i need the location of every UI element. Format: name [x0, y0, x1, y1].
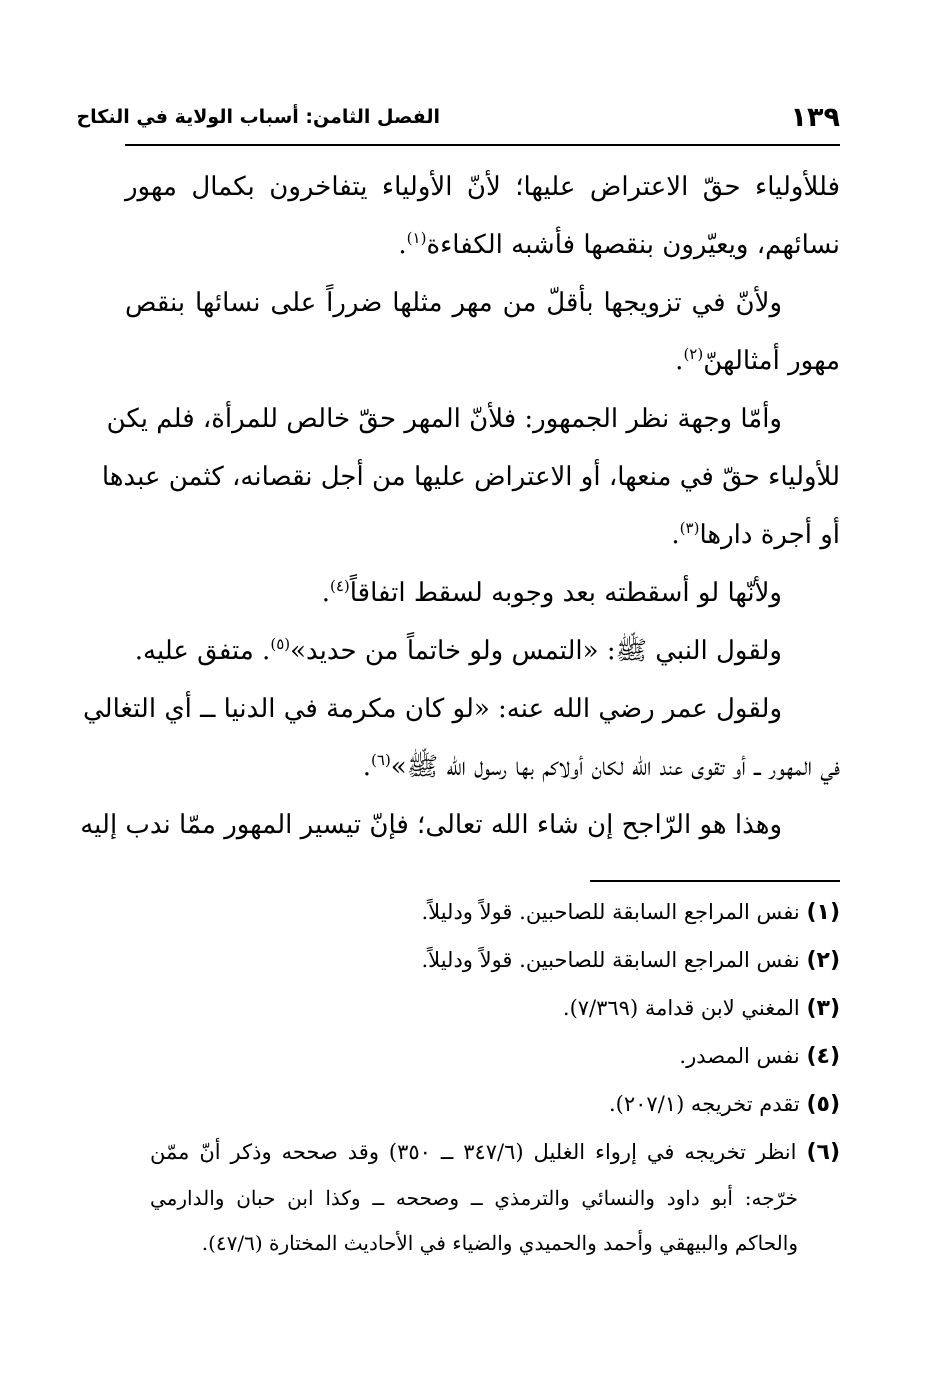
text-line: وأمّا وجهة نظر الجمهور: فلأنّ المهر حقّ خالص للمرأة، فلم يكن	[106, 404, 782, 434]
footnote-item: (٥) تقدم تخريجه (٢٠٧/١).	[608, 1092, 840, 1117]
footnote-continuation: والحاكم والبيهقي وأحمد والحميدي والضياء في الأحاديث المختارة (٤٧/٦).	[201, 1231, 798, 1255]
footnote-item: (١) نفس المراجع السابقة للصاحبين. قولاً ودليلاً.	[421, 900, 840, 925]
footnote-separator	[590, 880, 840, 882]
text-line: أو أجرة دارها$^{(٣)}$.	[671, 519, 840, 550]
text-line: ولأنّ في تزويجها بأقلّ من مهر مثلها ضرراً على نسائها بنقص	[125, 288, 782, 318]
footnote-number: (٥)	[806, 1092, 840, 1117]
footnote-ref[interactable]: (٢)	[683, 345, 704, 363]
footnote-number: (٣)	[806, 996, 840, 1021]
footnote-item: (٢) نفس المراجع السابقة للصاحبين. قولاً ودليلاً.	[421, 948, 840, 973]
footnote-number: (٢)	[806, 948, 840, 973]
text-line: مهور أمثالهنّ$^{(٢)}$.	[675, 345, 840, 376]
footnote-ref[interactable]: (٦)	[371, 751, 391, 769]
page-number: ١٣٩	[790, 102, 840, 133]
text-line: فللأولياء حقّ الاعتراض عليها؛ لأنّ الأولياء يتفاخرون بكمال مهور	[125, 172, 840, 202]
footnote-item: (٦) انظر تخريجه في إرواء الغليل (٣٤٧/٦ ــ ٣٥٠) وقد صححه وذكر أنّ ممّن	[150, 1140, 841, 1165]
text-line: ولقول عمر رضي الله عنه: «لو كان مكرمة في الدنيا ــ أي التغالي	[83, 694, 782, 724]
text-line: في المهور ــ أو تقوى عند الله لكان أولاكم بها رسول الله ﷺ»$^{(٦)}$.	[362, 751, 840, 782]
footnote-number: (٦)	[806, 1140, 841, 1165]
footnote-ref[interactable]: (٣)	[679, 519, 700, 537]
text-line: وهذا هو الرّاجح إن شاء الله تعالى؛ فإنّ تيسير المهور ممّا ندب إليه	[80, 810, 782, 840]
text-line: نسائهم، ويعيّرون بنقصها فأشبه الكفاءة$^{(١)}$.	[398, 229, 840, 260]
footnote-number: (٤)	[806, 1044, 840, 1069]
text-line: ولأنّها لو أسقطته بعد وجوبه لسقط اتفاقاً$^{(٤)}$.	[321, 577, 782, 608]
chapter-title: الفصل الثامن: أسباب الولاية في النكاح	[76, 106, 440, 128]
footnotes	[150, 888, 840, 1266]
page-header	[76, 100, 840, 146]
footnote-continuation: خرّجه: أبو داود والنسائي والترمذي ــ وصححه ــ وكذا ابن حبان والدارمي	[150, 1186, 798, 1210]
text-line: ولقول النبي ﷺ: «التمس ولو خاتماً من حديد»$^{(٥)}$. متفق عليه.	[134, 635, 782, 666]
footnote-ref[interactable]: (٥)	[270, 635, 291, 653]
footnote-item: (٣) المغني لابن قدامة (٧/٣٦٩).	[562, 996, 840, 1021]
main-text	[80, 158, 840, 854]
footnote-number: (١)	[806, 900, 840, 925]
footnote-ref[interactable]: (١)	[406, 229, 427, 247]
footnote-ref[interactable]: (٤)	[329, 577, 350, 595]
footnote-item: (٤) نفس المصدر.	[679, 1044, 840, 1069]
text-line: للأولياء حقّ في منعها، أو الاعتراض عليها من أجل نقصانه، كثمن عبدها	[101, 462, 840, 492]
